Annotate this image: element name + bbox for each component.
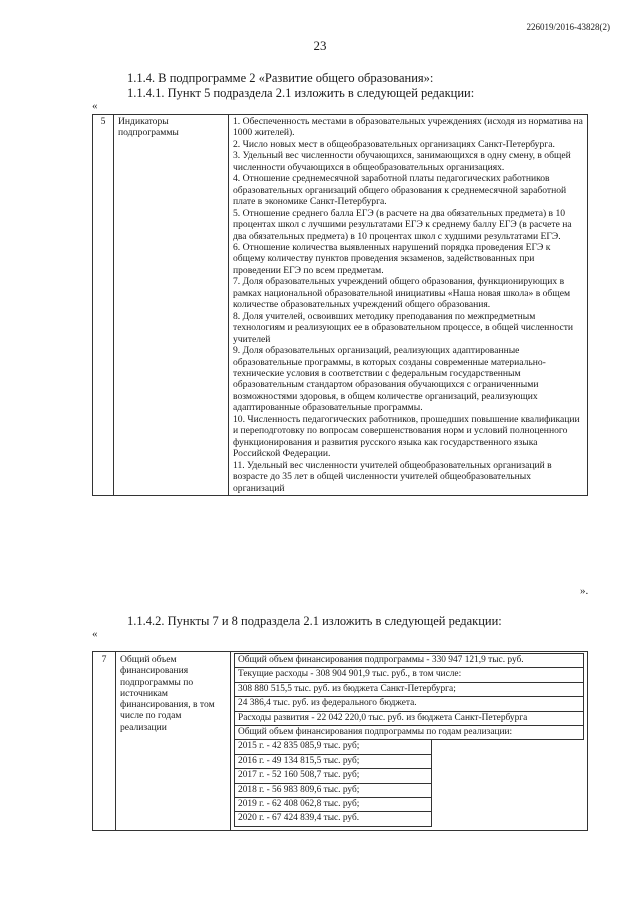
- list-item: 5. Отношение среднего балла ЕГЭ (в расчете на два обязательных предмета) в 10 процентах школ с лучшими результатами ЕГЭ к среднему баллу ЕГЭ (в расчете на два обязательных предмета) в 10 процентах школ с худшими результатами ЕГЭ.: [233, 207, 572, 242]
- financing-line: 24 386,4 тыс. руб. из федерального бюджета.: [234, 696, 584, 711]
- financing-table: [92, 651, 588, 831]
- row-label: Индикаторы подпрограммы: [114, 115, 229, 496]
- list-item: 7. Доля образовательных учреждений общего образования, функционирующих в рамках национальной образовательной инициативы «Наша новая школа» в общем количестве образовательных учреждений общего образования.: [233, 276, 571, 311]
- financing-year-line: 2020 г. - 67 424 839,4 тыс. руб.: [234, 811, 432, 826]
- list-item: 4. Отношение среднемесячной заработной платы педагогических работников образовательных организаций общего образования к среднемесячной заработной плате в экономике Санкт-Петербурга.: [233, 173, 567, 208]
- indicators-list: [229, 115, 588, 496]
- financing-lines: [231, 652, 588, 831]
- financing-line: Расходы развития - 22 042 220,0 тыс. руб. из бюджета Санкт-Петербурга: [234, 711, 584, 726]
- financing-year-line: 2017 г. - 52 160 508,7 тыс. руб;: [234, 768, 432, 783]
- financing-line: 308 880 515,5 тыс. руб. из бюджета Санкт-Петербурга;: [234, 682, 584, 697]
- section-heading-1-1-4-2: 1.1.4.2. Пункты 7 и 8 подраздела 2.1 изложить в следующей редакции:: [127, 614, 502, 628]
- row-number: 5: [93, 115, 114, 496]
- row-label: Общий объем финансирования подпрограммы по источникам финансирования, в том числе по годам реализации: [116, 652, 231, 831]
- table-row: [93, 652, 588, 831]
- financing-year-line: 2015 г. - 42 835 085,9 тыс. руб;: [234, 739, 432, 754]
- list-item: 11. Удельный вес численности учителей общеобразовательных организаций в возрасте до 35 лет в общей численности учителей общеобразовательных организаций: [233, 459, 552, 494]
- open-quote-1: «: [92, 100, 98, 112]
- table-row: [93, 115, 588, 496]
- row-number: 7: [93, 652, 116, 831]
- list-item: 6. Отношение количества выявленных нарушений порядка проведения ЕГЭ к общему количеству пунктов проведения экзаменов, задействованных при проведении ЕГЭ по всем предметам.: [233, 241, 551, 276]
- document-number: 226019/2016-43828(2): [526, 22, 610, 32]
- list-item: 3. Удельный вес численности обучающихся, занимающихся в одну смену, в общей численности обучающихся в общеобразовательных организациях.: [233, 150, 571, 173]
- list-item: 2. Число новых мест в общеобразовательных организациях Санкт-Петербурга.: [233, 138, 555, 150]
- close-quote-1: ».: [580, 585, 589, 597]
- indicators-table: [92, 114, 588, 496]
- financing-year-line: 2016 г. - 49 134 815,5 тыс. руб;: [234, 754, 432, 769]
- financing-year-line: 2019 г. - 62 408 062,8 тыс. руб;: [234, 797, 432, 812]
- financing-line: Общий объем финансирования подпрограммы по годам реализации:: [234, 725, 584, 740]
- section-heading-1-1-4: 1.1.4. В подпрограмме 2 «Развитие общего образования»:: [127, 71, 434, 85]
- list-item: 8. Доля учителей, освоивших методику преподавания по межпредметным технологиям и реализующих ее в образовательном процессе, в общей численности учителей: [233, 310, 574, 345]
- page-number: 23: [313, 38, 327, 53]
- financing-year-line: 2018 г. - 56 983 809,6 тыс. руб;: [234, 783, 432, 798]
- list-item: 1. Обеспеченность местами в образовательных учреждениях (исходя из норматива на 1000 жителей).: [233, 116, 583, 139]
- section-heading-1-1-4-1: 1.1.4.1. Пункт 5 подраздела 2.1 изложить в следующей редакции:: [127, 86, 475, 100]
- list-item: 9. Доля образовательных организаций, реализующих адаптированные образовательные программы, в которых созданы современные материально-технические условия в соответствии с федеральным государственным образовательным стандартом образования обучающихся с ограниченными возможностями здоровья, в общем количестве организаций, реализующих адаптированные образовательные программы.: [233, 345, 546, 414]
- financing-line: Общий объем финансирования подпрограммы - 330 947 121,9 тыс. руб.: [234, 653, 584, 668]
- financing-line: Текущие расходы - 308 904 901,9 тыс. руб., в том числе:: [234, 667, 584, 682]
- open-quote-2: «: [92, 628, 98, 640]
- list-item: 10. Численность педагогических работников, прошедших повышение квалификации и переподготовку по вопросам совершенствования норм и условий полноценного функционирования и развития русского языка как государственного языка Российской Федерации.: [233, 413, 580, 460]
